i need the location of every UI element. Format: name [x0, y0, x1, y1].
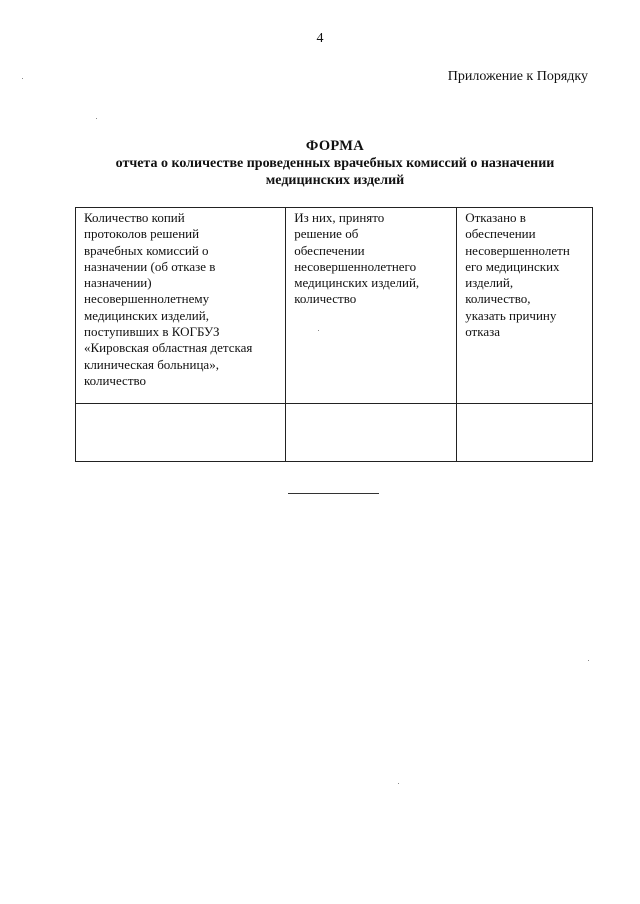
header-cell-line: Из них, принято: [294, 210, 385, 225]
header-cell-decision-accepted: [286, 208, 457, 404]
header-cell-line: несовершеннолетнему: [84, 291, 210, 307]
header-cell-line: несовершеннолетн: [465, 242, 570, 258]
form-title-line-3: медицинских изделий: [265, 173, 405, 188]
table-row-empty: [76, 404, 593, 462]
report-form-table: [75, 207, 593, 462]
header-cell-protocol-copies: [76, 208, 286, 404]
header-cell-line: назначении): [84, 275, 152, 291]
empty-cell-decision-accepted: [286, 404, 457, 462]
scan-speck: [22, 78, 23, 79]
header-cell-line: назначении (об отказе в: [84, 258, 216, 274]
header-cell-line: обеспечении: [465, 226, 536, 242]
empty-cell-protocol-copies: [76, 404, 286, 462]
scan-speck: [398, 783, 399, 784]
empty-cell-refused: [457, 404, 593, 462]
table-header-row: [76, 208, 593, 404]
header-cell-refused: [457, 208, 593, 404]
header-cell-line: количество,: [465, 291, 531, 307]
header-cell-line: количество: [84, 372, 147, 388]
form-title: [70, 138, 600, 189]
header-cell-line: указать причину: [465, 307, 557, 323]
header-cell-line: Количество копий: [84, 210, 185, 225]
form-title-line-1: ФОРМА: [305, 138, 365, 154]
header-cell-line: обеспечении: [294, 242, 365, 258]
header-cell-line: несовершеннолетнего: [294, 258, 417, 274]
header-cell-line: медицинских изделий,: [84, 307, 209, 323]
scan-speck: [588, 660, 589, 661]
header-cell-line: протоколов решений: [84, 226, 200, 242]
header-cell-line: решение об: [294, 226, 359, 242]
header-cell-line: отказа: [465, 324, 501, 340]
end-divider-line: [288, 493, 379, 494]
appendix-label: Приложение к Порядку: [447, 69, 588, 84]
header-cell-line: изделий,: [465, 275, 514, 291]
header-cell-line: врачебных комиссий о: [84, 242, 209, 258]
page-number: 4: [316, 31, 324, 46]
header-cell-line: количество: [294, 291, 357, 307]
scan-speck: [318, 330, 319, 331]
scan-speck: [96, 118, 97, 119]
header-cell-line: медицинских изделий,: [294, 275, 420, 291]
header-cell-line: его медицинских: [465, 258, 560, 274]
header-cell-line: клиническая больница»,: [84, 356, 219, 372]
form-title-line-2: отчета о количестве проведенных врачебных комиссий о назначении: [115, 156, 555, 171]
header-cell-line: Отказано в: [465, 210, 526, 225]
header-cell-line: «Кировская областная детская: [84, 340, 253, 356]
header-cell-line: поступивших в КОГБУЗ: [84, 324, 220, 340]
